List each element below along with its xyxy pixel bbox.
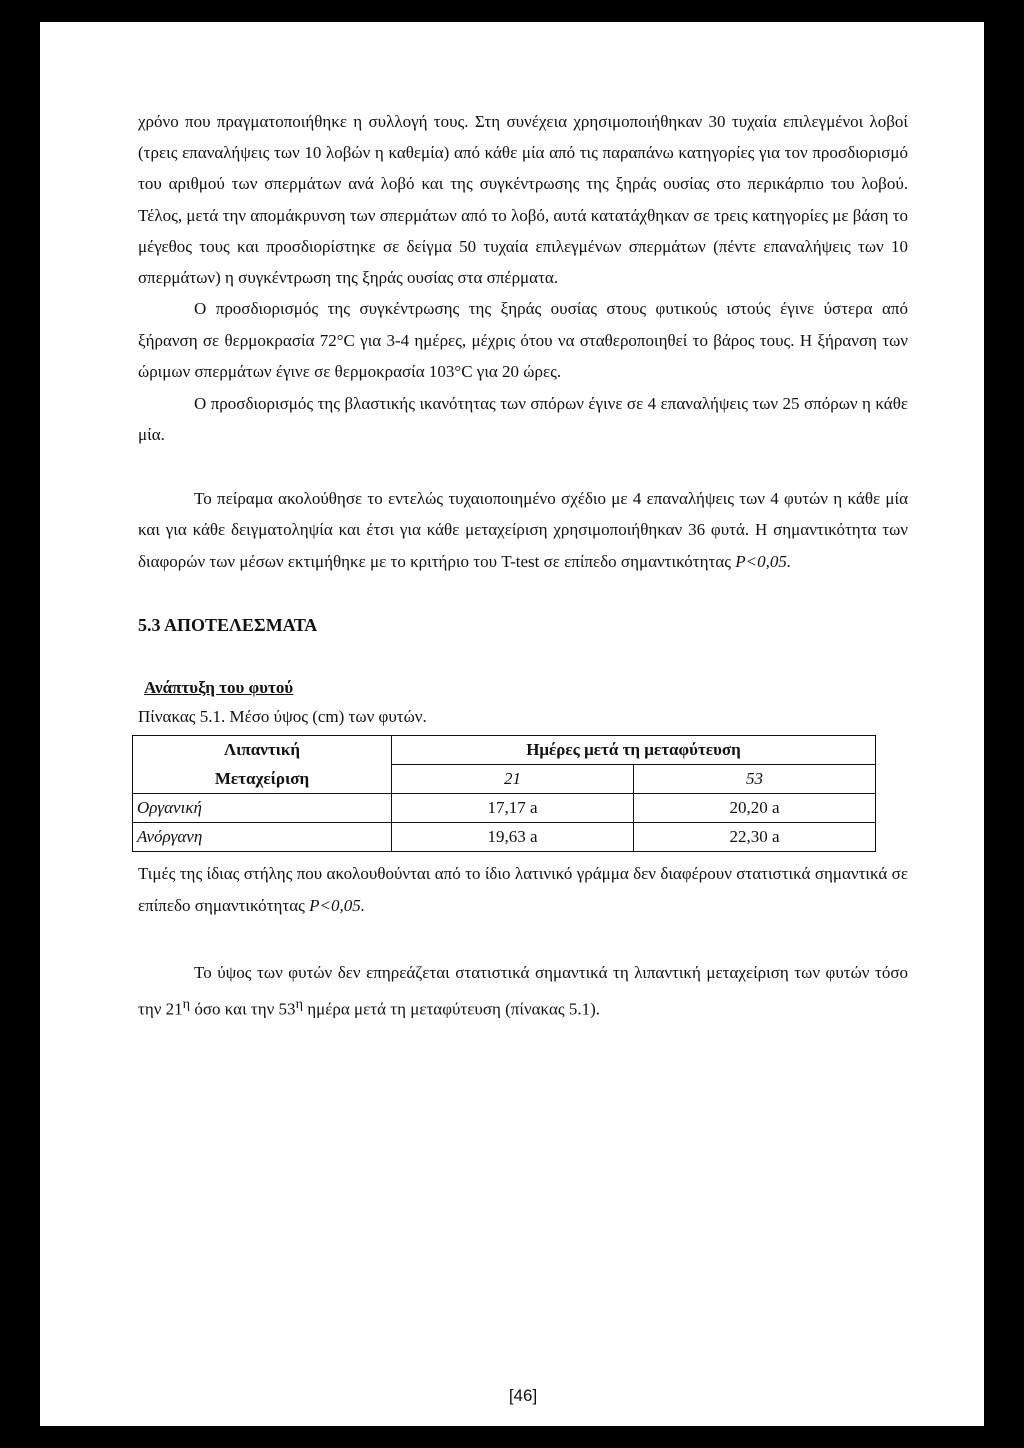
subsection-heading: Ανάπτυξη του φυτού — [144, 678, 294, 698]
table-caption: Πίνακας 5.1. Μέσο ύψος (cm) των φυτών. — [138, 707, 427, 727]
paragraph-sampling: χρόνο που πραγματοποιήθηκε η συλλογή τους. Στη συνέχεια χρησιμοποιήθηκαν 30 τυχαία επιλεγμένοι λοβοί (τρεις επαναλήψεις των 10 λοβών η καθεμία) από κάθε μία από τις παραπάνω κατηγορίες για τον προσδιορισμό του αριθμού των σπερμάτων ανά λοβό και της συγκέντρωσης της ξηράς ουσίας στο περικάρπιο του λοβού. Τέλος, μετά την απομάκρυνση των σπερμάτων από το λοβό, αυτά κατατάχθηκαν σε τρεις κατηγορίες με βάση το μέγεθος τους και προσδιορίστηκε σε δείγμα 50 τυχαία επιλεγμένων σπερμάτων (πέντε επαναλήψεις των 10 σπερμάτων) η συγκέντρωση της ξηράς ουσίας στα σπέρματα. — [138, 112, 908, 288]
paragraph-experimental-design-text: Το πείραμα ακολούθησε το εντελώς τυχαιοποιημένο σχέδιο με 4 επαναλήψεις των 4 φυτών η κάθε μία και για κάθε δειγματοληψία και έτσι για κάθε μεταχείριση χρησιμοποιήθηκαν 36 φυτά. Η σημαντικότητα των διαφορών των μέσων εκτιμήθηκε με το κριτήριο του T-test σε επίπεδο σημαντικότητας — [138, 488, 908, 571]
header-treatment-top: Λιπαντική — [133, 736, 392, 765]
table-header-row — [133, 765, 876, 794]
paragraph-height-results-text-c: ημέρα μετά τη μεταφύτευση (πίνακας 5.1). — [302, 999, 601, 1019]
document-page — [40, 22, 984, 1426]
significance-level: P<0,05. — [735, 551, 792, 571]
ordinal-superscript: η — [295, 995, 303, 1012]
paragraph-dry-matter: Ο προσδιορισμός της συγκέντρωσης της ξηράς ουσίας στους φυτικούς ιστούς έγινε ύστερα από ξήρανση σε θερμοκρασία 72°C για 3-4 ημέρες, μέχρις ότου να σταθεροποιηθεί το βάρος τους. Η ξήρανση των ώριμων σπερμάτων έγινε σε θερμοκρασία 103°C για 20 ώρες. — [138, 299, 908, 382]
table-row — [133, 794, 876, 823]
table-header-row — [133, 736, 876, 765]
value-day-21: 17,17 a — [392, 794, 634, 823]
section-heading: 5.3 ΑΠΟΤΕΛΕΣΜΑΤΑ — [138, 615, 318, 636]
header-day-21: 21 — [392, 765, 634, 794]
header-treatment-bottom: Μεταχείριση — [133, 765, 392, 794]
header-day-53: 53 — [633, 765, 875, 794]
header-days-label: Ημέρες μετά τη μεταφύτευση — [392, 736, 876, 765]
value-day-21: 19,63 a — [392, 823, 634, 852]
treatment-name: Ανόργανη — [133, 823, 392, 852]
table-note — [138, 858, 908, 921]
treatment-name: Οργανική — [133, 794, 392, 823]
table-note-significance: P<0,05. — [309, 895, 365, 915]
paragraph-germination: Ο προσδιορισμός της βλαστικής ικανότητας των σπόρων έγινε σε 4 επαναλήψεις των 25 σπόρων η κάθε μία. — [138, 393, 908, 445]
value-day-53: 22,30 a — [633, 823, 875, 852]
page-number: [46] — [508, 1386, 538, 1405]
table-note-text: Τιμές της ίδιας στήλης που ακολουθούνται από το ίδιο λατινικό γράμμα δεν διαφέρουν στατιστικά σημαντικά σε επίπεδο σημαντικότητας — [138, 864, 908, 915]
plant-height-table — [132, 735, 876, 852]
paragraph-height-results-text-b: όσο και την 53 — [190, 999, 296, 1019]
paragraph-experimental-design — [138, 483, 908, 578]
ordinal-superscript: η — [182, 995, 191, 1012]
paragraph-height-results-text-a: Το ύψος των φυτών δεν επηρεάζεται στατιστικά σημαντικά τη λιπαντική μεταχείριση των φυτών τόσο την 21 — [138, 963, 908, 1019]
table-row — [133, 823, 876, 852]
value-day-53: 20,20 a — [633, 794, 875, 823]
page-content — [137, 106, 908, 1405]
paragraph-height-results — [138, 957, 908, 1025]
